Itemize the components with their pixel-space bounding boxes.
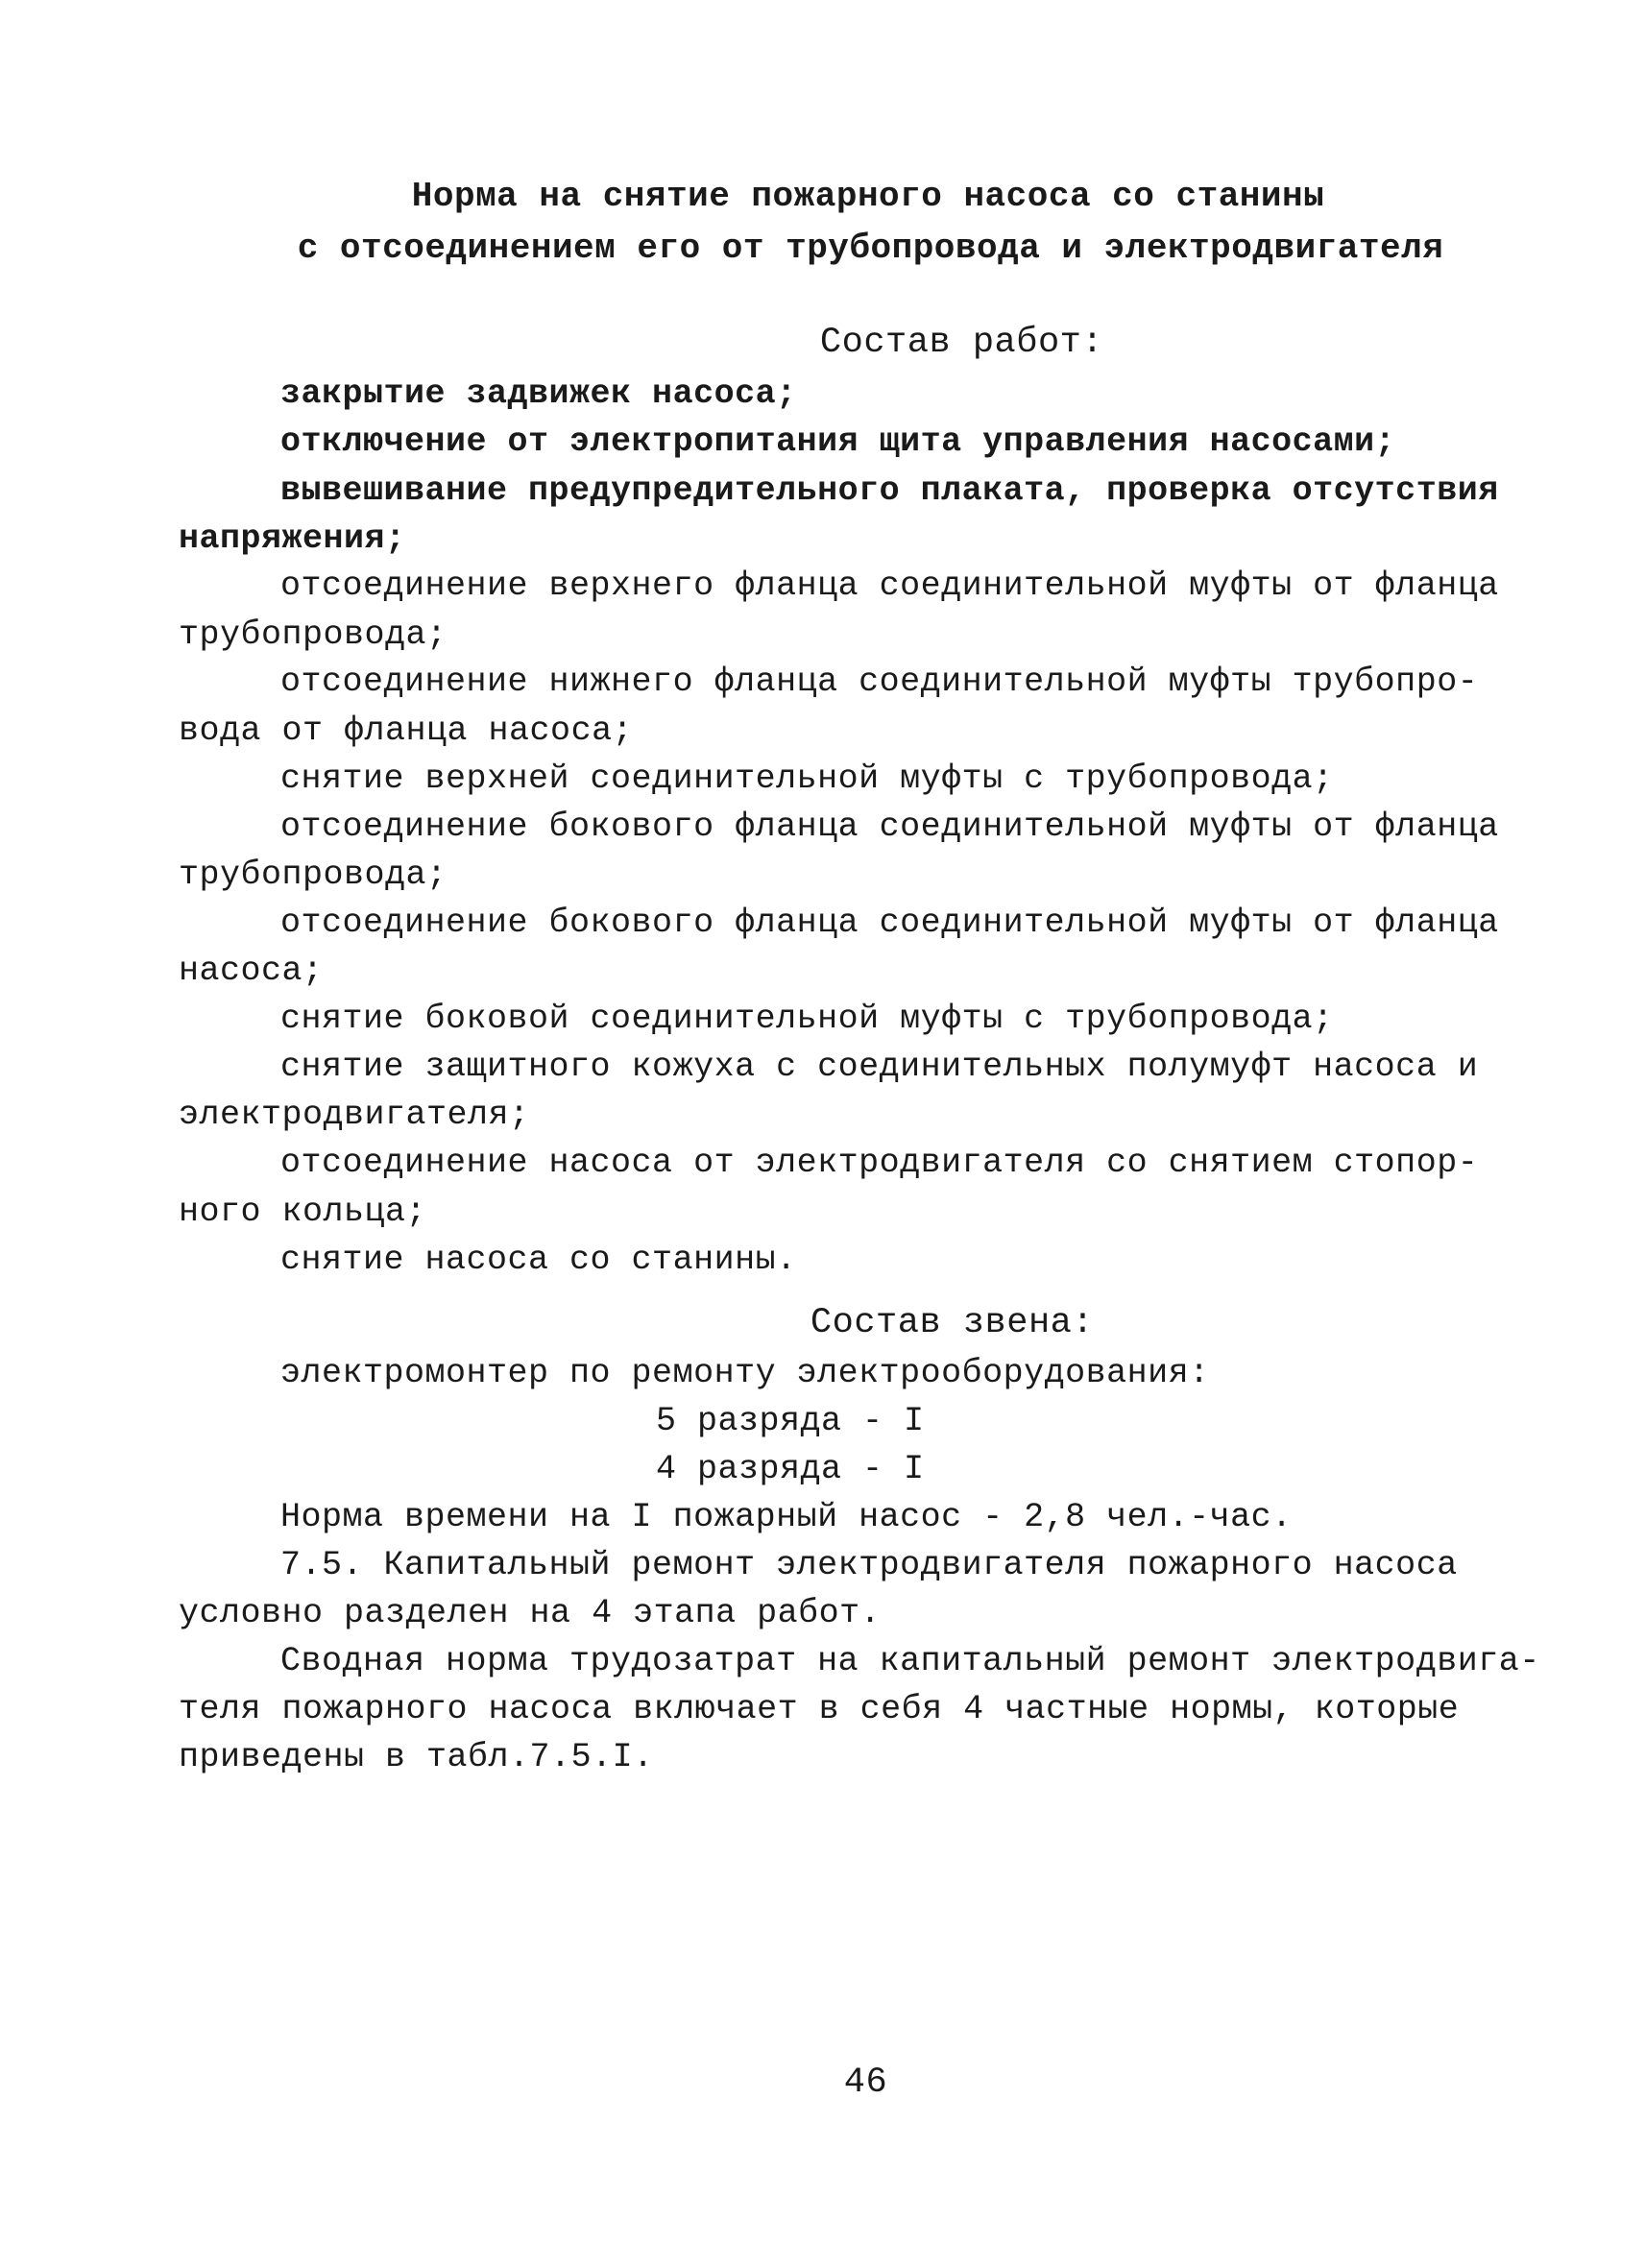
crew-role: электромонтер по ремонту электрооборудования: xyxy=(280,1354,1210,1392)
crew-grade: 4 разряда - I xyxy=(656,1450,925,1488)
crew-grade: 5 разряда - I xyxy=(656,1402,925,1440)
work-item: снятие насоса со станины. xyxy=(280,1241,797,1279)
work-item-continuation: электродвигателя; xyxy=(179,1096,530,1134)
work-item: отключение от электропитания щита управления насосами; xyxy=(280,422,1396,461)
summary-continuation: теля пожарного насоса включает в себя 4 частные нормы, которые xyxy=(179,1690,1460,1728)
document-title-line-2: с отсоединением его от трубопровода и электродвигателя xyxy=(297,229,1444,268)
work-item: отсоединение нижнего фланца соединительной муфты трубопро- xyxy=(280,663,1479,701)
work-item-continuation: насоса; xyxy=(179,952,324,990)
work-item: снятие боковой соединительной муфты с трубопровода; xyxy=(280,1000,1334,1038)
work-item: отсоединение бокового фланца соединительной муфты от фланца xyxy=(280,808,1499,846)
norm-time: Норма времени на I пожарный насос - 2,8 чел.-час. xyxy=(280,1498,1293,1536)
section-7-5-continuation: условно разделен на 4 этапа работ. xyxy=(179,1594,882,1632)
work-item: закрытие задвижек насоса; xyxy=(280,374,797,413)
work-item: вывешивание предупредительного плаката, проверка отсутствия xyxy=(280,471,1499,510)
summary-paragraph: Сводная норма трудозатрат на капитальный ремонт электродвига- xyxy=(280,1642,1540,1680)
work-item-continuation: трубопровода; xyxy=(179,856,448,894)
work-item: снятие верхней соединительной муфты с трубопровода; xyxy=(280,760,1334,798)
document-title-line-1: Норма на снятие пожарного насоса со станины xyxy=(411,177,1325,216)
work-composition-heading: Состав работ: xyxy=(819,323,1104,363)
work-item-continuation: ного кольца; xyxy=(179,1193,427,1231)
section-7-5-paragraph: 7.5. Капитальный ремонт электродвигателя пожарного насоса xyxy=(280,1546,1458,1584)
work-item-continuation: напряжения; xyxy=(179,519,406,558)
page-number: 46 xyxy=(843,2063,888,2103)
crew-composition-heading: Состав звена: xyxy=(810,1303,1095,1343)
work-item-continuation: трубопровода; xyxy=(179,615,448,654)
work-item: отсоединение верхнего фланца соединительной муфты от фланца xyxy=(280,567,1499,605)
work-item: снятие защитного кожуха с соединительных полумуфт насоса и xyxy=(280,1048,1479,1086)
work-item: отсоединение бокового фланца соединительной муфты от фланца xyxy=(280,904,1499,942)
summary-continuation: приведены в табл.7.5.I. xyxy=(179,1738,654,1776)
work-item-continuation: вода от фланца насоса; xyxy=(179,712,634,750)
work-item: отсоединение насоса от электродвигателя со снятием стопор- xyxy=(280,1144,1479,1182)
